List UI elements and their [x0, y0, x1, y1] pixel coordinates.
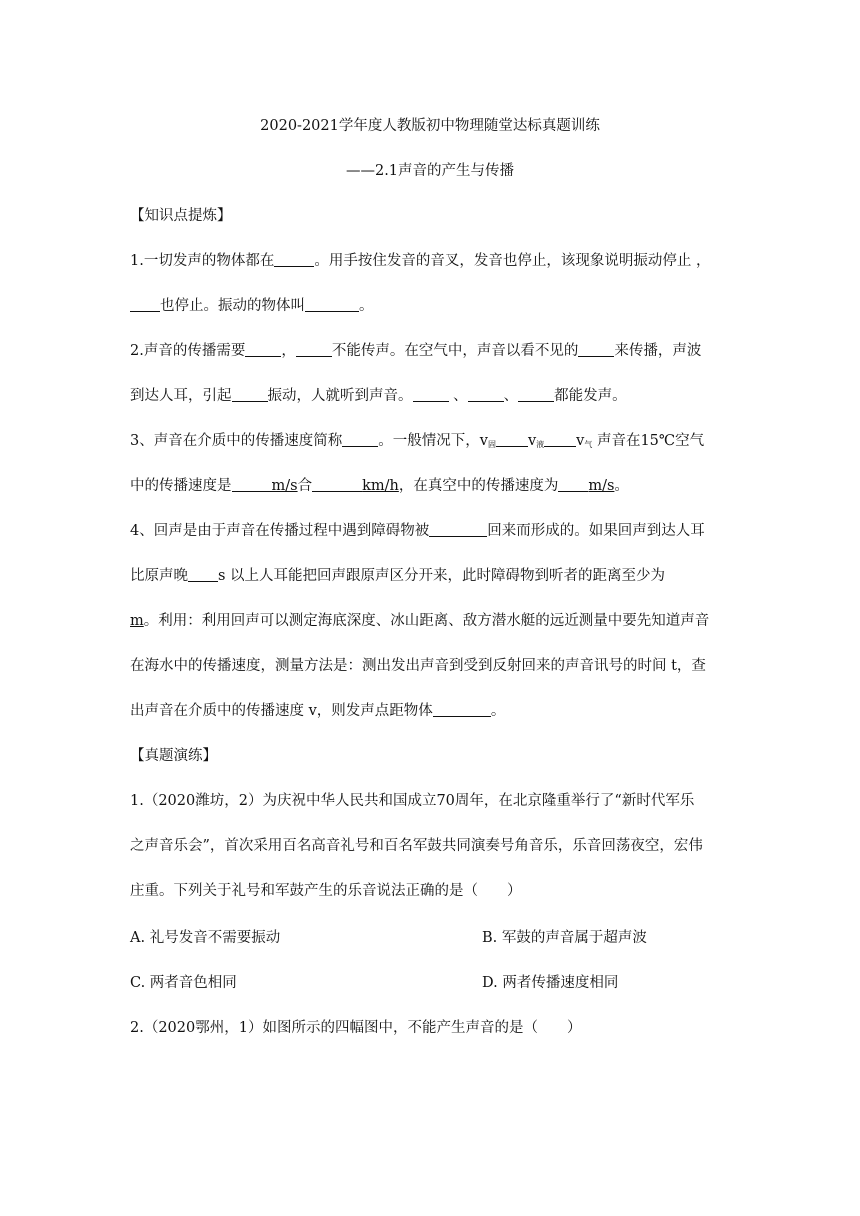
text: 。一般情况下，v: [378, 433, 488, 449]
text: ，在真空中的传播速度为: [398, 478, 559, 494]
knowledge-2-line-1: [130, 341, 701, 361]
answer-blank: [130, 297, 160, 312]
answer-blank: [518, 387, 554, 402]
answer-blank: [544, 432, 576, 447]
answer-blank: [433, 702, 491, 717]
text: 、: [503, 388, 519, 404]
unit-m: m: [130, 613, 144, 629]
answer-blank: [274, 252, 314, 267]
question-1-option-c: C. 两者音色相同: [130, 975, 237, 991]
text: 也停止。振动的物体叫: [160, 298, 305, 314]
text: 回来而形成的。如果回声到达人耳: [487, 523, 705, 539]
knowledge-1-line-1: [130, 251, 710, 271]
knowledge-4-line-4: 在海水中的传播速度，测量方法是：测出发出声音到受到反射回来的声音讯号的时间 t，查: [130, 658, 706, 674]
text: 2.声音的传播需要: [130, 343, 246, 359]
knowledge-4-line-1: [130, 521, 705, 541]
answer-blank: [429, 522, 487, 537]
text: 合: [297, 478, 313, 494]
text: 1.一切发声的物体都在: [130, 253, 275, 269]
text: 都能发声。: [554, 388, 627, 404]
unit-kmh: km/h: [362, 478, 399, 494]
answer-blank: [312, 477, 362, 492]
question-1-line-3: 庄重。下列关于礼号和军鼓产生的乐音说法正确的是（ ）: [130, 883, 522, 899]
text: 比原声晚: [130, 568, 188, 584]
question-1-line-2: 之声音乐会”，首次采用百名高音礼号和百名军鼓共同演奏号角音乐，乐音回荡夜空，宏伟: [130, 838, 703, 854]
question-1-option-b: B. 军鼓的声音属于超声波: [482, 930, 647, 946]
answer-blank: [232, 477, 272, 492]
answer-blank: [496, 432, 528, 447]
answer-blank: [305, 297, 359, 312]
knowledge-3-line-2: [130, 476, 629, 496]
text: 。: [614, 478, 629, 494]
text: 。用手按住发音的音叉，发音也停止，该现象说明振动停止 ，: [314, 253, 711, 269]
section-heading-exercises: 【真题演练】: [130, 748, 217, 764]
question-1-option-d: D. 两者传播速度相同: [482, 975, 619, 991]
subscript-liquid: 液: [536, 440, 545, 449]
text: 来传播，声波: [614, 343, 702, 359]
text: 。: [490, 703, 506, 719]
answer-blank: [578, 342, 614, 357]
text: 出声音在介质中的传播速度 v，则发声点距物体: [130, 703, 433, 719]
text: 。利用：利用回声可以测定海底深度、冰山距离、敌方潜水艇的远近测量中要先知道声音: [143, 613, 710, 629]
question-1-line-1: 1.（2020潍坊，2）为庆祝中华人民共和国成立70周年，在北京隆重举行了“新时代军乐: [130, 793, 695, 809]
text: v: [527, 433, 537, 449]
answer-blank: [188, 567, 218, 582]
text: ，: [281, 343, 296, 359]
unit-ms: m/s: [588, 478, 615, 494]
knowledge-1-line-2: [130, 296, 374, 316]
text: 3、声音在介质中的传播速度简称: [130, 433, 343, 449]
answer-blank: [232, 387, 268, 402]
answer-blank: [245, 342, 281, 357]
text: 振动，人就听到声音。: [267, 388, 413, 404]
question-2-line-1: 2.（2020鄂州，1）如图所示的四幅图中，不能产生声音的是（ ）: [130, 1020, 582, 1036]
text: 声音在15℃空气: [596, 433, 705, 449]
question-1-option-a: A. 礼号发音不需要振动: [130, 930, 281, 946]
section-heading-knowledge: 【知识点提炼】: [130, 208, 232, 224]
text: 、: [448, 388, 468, 404]
text: 中的传播速度是: [130, 478, 232, 494]
knowledge-2-line-2: [130, 386, 627, 406]
answer-blank: [296, 342, 332, 357]
document-subtitle: ——2.1声音的产生与传播: [345, 163, 515, 179]
subscript-solid: 固: [487, 440, 496, 449]
knowledge-4-line-2: [130, 566, 665, 586]
text: 不能传声。在空气中，声音以看不见的: [331, 343, 579, 359]
knowledge-3-line-1: [130, 431, 704, 455]
text: v: [576, 433, 585, 449]
answer-blank: [413, 387, 449, 402]
text: s 以上人耳能把回声跟原声区分开来，此时障碍物到听者的距离至少为: [218, 568, 666, 584]
document-title: 2020-2021学年度人教版初中物理随堂达标真题训练: [260, 118, 600, 134]
subscript-gas: 气: [584, 440, 593, 449]
unit-ms: m/s: [271, 478, 298, 494]
text: 。: [359, 298, 374, 314]
answer-blank: [558, 477, 588, 492]
text: 4、回声是由于声音在传播过程中遇到障碍物被: [130, 523, 430, 539]
knowledge-4-line-5: [130, 701, 505, 721]
knowledge-4-line-3: [130, 611, 709, 631]
answer-blank: [468, 387, 504, 402]
answer-blank: [342, 432, 378, 447]
text: 到达人耳，引起: [130, 388, 232, 404]
